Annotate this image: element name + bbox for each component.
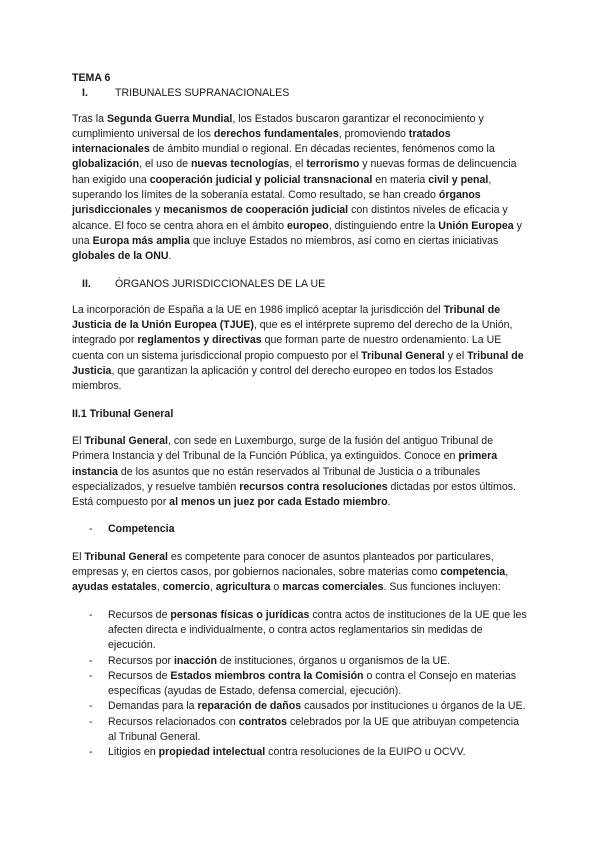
functions-list xyxy=(72,608,530,761)
text-run: de instituciones, órganos u organismos de la UE. xyxy=(216,654,451,667)
bold-text-run: nuevas tecnologías xyxy=(190,158,290,171)
paragraph-intro xyxy=(72,112,530,265)
text-run: , xyxy=(505,566,509,579)
text-run: y una xyxy=(72,219,522,247)
text-run: celebrados por la UE que atribuyan competencia al Tribunal General. xyxy=(108,715,520,743)
text-run: . xyxy=(387,496,391,509)
text-run: en materia xyxy=(372,173,429,186)
text-run: contra actos de instituciones de la UE que les afecten directa e individualmente, o contra actos reglamentarios sin medidas de ejecución. xyxy=(108,608,527,652)
text-run: , xyxy=(156,581,163,594)
function-item-text xyxy=(108,745,530,760)
text-run: Litigios en xyxy=(108,746,159,759)
text-run: La incorporación de España a la UE en 1986 implicó aceptar la jurisdicción del xyxy=(72,303,444,316)
text-run: , xyxy=(209,581,216,594)
bold-text-run: ayudas estatales xyxy=(72,581,157,594)
bullet-heading-competencia xyxy=(72,522,530,537)
bullet-dash: - xyxy=(89,669,93,682)
bold-text-run: marcas comerciales xyxy=(282,581,384,594)
text-run: Recursos de xyxy=(108,669,171,682)
bold-text-run: comercio xyxy=(162,581,210,594)
bold-text-run: globales de la ONU xyxy=(72,250,169,263)
text-run: causados por instituciones u órganos de la UE. xyxy=(301,700,526,713)
bold-text-run: Tribunal General xyxy=(361,349,445,362)
bold-text-run: Tribunal General xyxy=(84,434,168,447)
bullet-dash: - xyxy=(89,715,93,728)
text-run: Recursos de xyxy=(108,608,171,621)
text-run: que incluye Estados no miembros, así como en ciertas iniciativas xyxy=(189,234,499,247)
text-run: de los asuntos que no están reservados al Tribunal de Justicia o a tribunales especializados, y resuelve también xyxy=(72,465,481,493)
text-run: , el xyxy=(289,158,307,171)
text-run: contra resoluciones de la EUIPO u OCVV. xyxy=(265,746,466,759)
bullet-dash: - xyxy=(89,523,93,536)
function-list-item xyxy=(72,745,530,760)
bold-text-run: reparación de daños xyxy=(197,700,302,713)
text-run: . xyxy=(168,250,172,263)
text-run: con distintos niveles de eficacia y alcance. El foco se centra ahora en el ámbito xyxy=(72,204,508,232)
bold-text-run: recursos contra resoluciones xyxy=(239,480,388,493)
text-run: El xyxy=(72,434,85,447)
function-list-item xyxy=(72,669,530,700)
text-run: y xyxy=(152,204,164,217)
section-title: ÓRGANOS JURISDICCIONALES DE LA UE xyxy=(115,277,326,290)
function-item-text xyxy=(108,715,530,746)
text-run: El xyxy=(72,550,85,563)
text-run: , el uso de xyxy=(139,158,191,171)
bullet-dash: - xyxy=(89,746,93,759)
bold-text-run: propiedad intelectual xyxy=(158,746,266,759)
bold-text-run: civil y penal xyxy=(428,173,489,186)
text-run: dictadas por estos últimos. Está compuesto por xyxy=(72,480,516,509)
bold-text-run: personas físicas o jurídicas xyxy=(170,608,310,621)
bold-text-run: Estados miembros contra la Comisión xyxy=(170,669,364,682)
paragraph-competencia xyxy=(72,550,530,596)
section-title: TRIBUNALES SUPRANACIONALES xyxy=(115,87,290,100)
section-number: II. xyxy=(82,277,91,290)
text-run: es competente para conocer de asuntos planteados por particulares, empresas y, en ciertos casos, por gobiernos nacionales, sobre materias como xyxy=(72,550,494,579)
function-list-item xyxy=(72,715,530,746)
text-run: , los Estados buscaron garantizar el reconocimiento y cumplimiento universal de los xyxy=(72,112,484,140)
bullet-dash: - xyxy=(89,700,93,713)
text-run: Demandas para la xyxy=(108,700,198,713)
bold-text-run: tratados internacionales xyxy=(72,127,451,156)
text-run: de ámbito mundial o regional. En décadas recientes, fenómenos como la xyxy=(149,143,495,156)
section-number: I. xyxy=(82,87,88,100)
bold-text-run: mecanismos de cooperación judicial xyxy=(163,204,349,217)
text-run: . Sus funciones incluyen: xyxy=(383,581,501,594)
bold-text-run: Unión Europea xyxy=(438,219,514,232)
text-run: o contra el Consejo en materias específicas (ayudas de Estado, defensa comercial, ejecución). xyxy=(108,669,517,698)
bold-text-run: Tribunal General xyxy=(84,550,168,563)
bold-text-run: al menos un juez por cada Estado miembro xyxy=(169,496,388,509)
bold-text-run: órganos jurisdiccionales xyxy=(72,189,481,217)
function-item-text xyxy=(108,608,530,654)
bold-text-run: agricultura xyxy=(215,581,271,594)
text-run: y nuevas formas de delincuencia han exigido una xyxy=(72,158,517,186)
bold-text-run: globalización xyxy=(72,158,140,171)
bold-text-run: contratos xyxy=(238,715,288,728)
bold-text-run: Europa más amplia xyxy=(92,234,190,247)
text-run: , distinguiendo entre la xyxy=(328,219,439,232)
text-run: Recursos relacionados con xyxy=(108,715,239,728)
bullet-heading-label: Competencia xyxy=(108,523,175,536)
section-heading-tribunales-supranacionales xyxy=(72,86,530,101)
function-item-text xyxy=(108,654,530,669)
bold-text-run: Tribunal de Justicia de la Unión Europea (TJUE) xyxy=(72,303,501,332)
function-list-item xyxy=(72,654,530,669)
bold-text-run: terrorismo xyxy=(306,158,360,171)
paragraph-organos xyxy=(72,303,530,395)
text-run: Tras la xyxy=(72,112,107,125)
bold-text-run: derechos fundamentales xyxy=(213,127,339,140)
bold-text-run: cooperación judicial y policial transnacional xyxy=(149,173,373,186)
bullet-dash: - xyxy=(89,608,93,621)
bold-text-run: Segunda Guerra Mundial xyxy=(106,112,233,125)
paragraph-tribunal-general xyxy=(72,434,530,510)
function-item-text xyxy=(108,699,530,714)
subsection-heading-tribunal-general: II.1 Tribunal General xyxy=(72,407,174,420)
text-run: , que garantizan la aplicación y control del derecho europeo en todos los Estados miembros. xyxy=(72,365,494,393)
section-heading-organos-jurisdiccionales xyxy=(72,277,530,292)
document-page xyxy=(72,71,530,761)
function-list-item xyxy=(72,699,530,714)
text-run: , promoviendo xyxy=(338,127,409,140)
bullet-dash: - xyxy=(89,654,93,667)
bold-text-run: competencia xyxy=(440,566,506,579)
function-item-text xyxy=(108,669,530,700)
text-run: , superando los límites de la soberanía estatal. Como resultado, se han creado xyxy=(72,173,492,202)
text-run: que forman parte de nuestro ordenamiento. La UE cuenta con un sistema jurisdiccional propio compuesto por el xyxy=(72,334,502,362)
bold-text-run: primera instancia xyxy=(72,450,498,478)
document-title: TEMA 6 xyxy=(72,72,111,84)
function-list-item xyxy=(72,608,530,654)
bold-text-run: reglamentos y directivas xyxy=(137,334,262,347)
text-run: , con sede en Luxemburgo, surge de la fusión del antiguo Tribunal de Primera Instancia y del Tribunal de la Función Pública, ya extinguidos. Conoce en xyxy=(72,434,494,463)
text-run: Recursos por xyxy=(108,654,174,667)
bold-text-run: inacción xyxy=(173,654,217,667)
text-run: o xyxy=(270,581,283,594)
bold-text-run: Tribunal de Justicia xyxy=(72,349,524,378)
bold-text-run: europeo xyxy=(286,219,329,232)
text-run: , que es el intérprete supremo del derecho de la Unión, integrado por xyxy=(72,319,513,347)
text-run: y el xyxy=(444,349,468,362)
